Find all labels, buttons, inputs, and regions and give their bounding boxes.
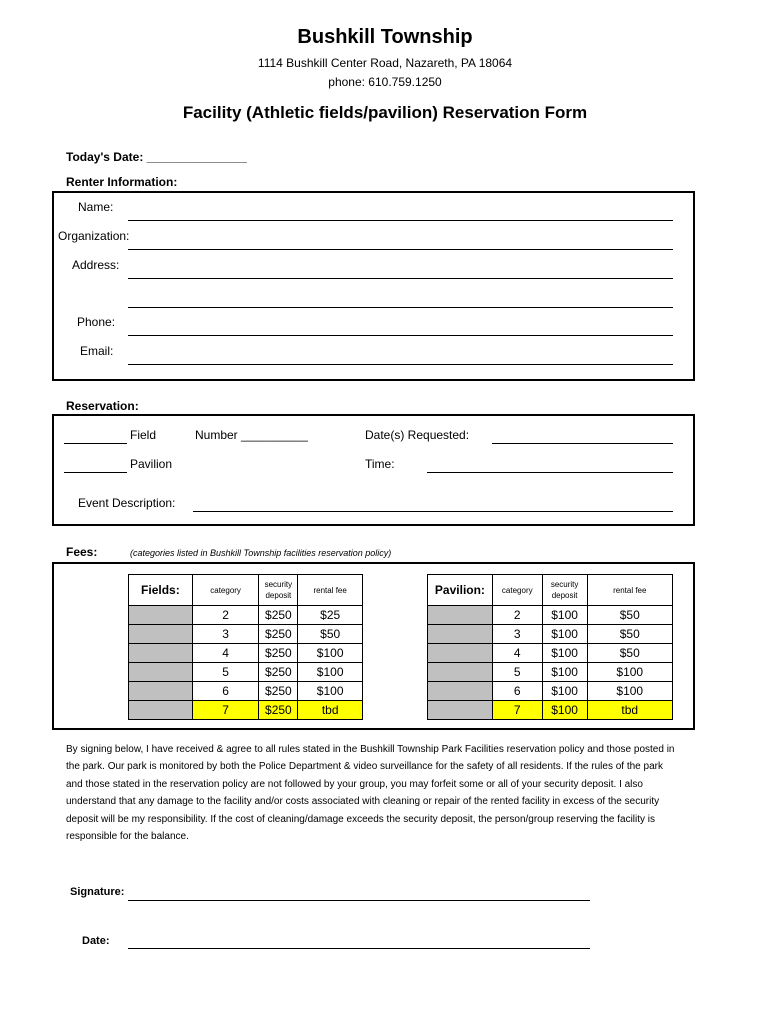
fields-fee-table [128,574,363,720]
organization-label: Organization: [58,229,130,243]
phone-field[interactable] [128,335,673,336]
pavilion-label: Pavilion [130,457,173,471]
table-row: 6 $250 $100 [129,682,363,701]
field-label: Field [130,428,157,442]
reservation-heading: Reservation: [66,399,139,413]
name-field[interactable] [128,220,673,221]
fees-heading: Fees: [66,545,98,559]
signature-field[interactable] [128,900,590,901]
dates-requested-label: Date(s) Requested: [365,428,470,442]
event-description-field[interactable] [193,511,673,512]
table-row: 3 $250 $50 [129,625,363,644]
date-label: Date: [82,935,110,947]
renter-info-heading: Renter Information: [66,175,178,189]
phone-label: Phone: [77,315,116,329]
table-row: 2 $250 $25 [129,606,363,625]
table-row: 5 $100 $100 [428,663,673,682]
form-title: Facility (Athletic fields/pavilion) Reservation Form [182,103,588,122]
address-field-line-2[interactable] [128,307,673,308]
fields-col-category: category [192,575,259,606]
fields-col-rental: rental fee [298,575,363,606]
pavilion-col-rental: rental fee [587,575,672,606]
fees-note: (categories listed in Bushkill Township facilities reservation policy) [130,548,392,558]
pavilion-blank[interactable] [64,472,127,473]
name-label: Name: [78,200,114,214]
organization-field[interactable] [128,249,673,250]
table-row: 2 $100 $50 [428,606,673,625]
table-row: 5 $250 $100 [129,663,363,682]
time-label: Time: [365,457,395,471]
org-address: 1114 Bushkill Center Road, Nazareth, PA 18064 [257,56,513,70]
fields-table-title: Fields: [129,575,193,606]
table-row: 4 $100 $50 [428,644,673,663]
table-row: 7 $250 tbd [129,701,363,720]
pavilion-col-category: category [492,575,542,606]
signature-label: Signature: [70,886,125,898]
address-field-line-1[interactable] [128,278,673,279]
field-blank[interactable] [64,443,127,444]
dates-requested-field[interactable] [492,443,673,444]
time-field[interactable] [427,472,673,473]
table-row: 4 $250 $100 [129,644,363,663]
table-row: 7 $100 tbd [428,701,673,720]
event-description-label: Event Description: [78,496,176,510]
fields-col-deposit: security deposit [259,575,298,606]
agreement-text: By signing below, I have received & agree to all rules stated in the Bushkill Township Park Facilities reservation policy and those posted in the park. Our park is monitored by both the Police Department & video surveillance for the safety of all residents. If the rules of the park and those stated in the reservation policy are not followed by your group, you may forfeit some or all of your security deposit. I also understand that any damage to the facility and/or costs associated with cleaning or repair of the rented facility in excess of the security deposit will be my responsibility. If the cost of cleaning/damage exceeds the security deposit, the person/group reserving the facility is responsible for the balance. [66,744,675,843]
todays-date-label: Today's Date: _______________ [66,150,247,164]
address-label: Address: [72,258,120,272]
table-row: 6 $100 $100 [428,682,673,701]
pavilion-col-deposit: security deposit [542,575,587,606]
email-label: Email: [80,344,114,358]
number-label: Number __________ [195,428,308,442]
pavilion-table-title: Pavilion: [428,575,493,606]
table-row: 3 $100 $50 [428,625,673,644]
date-field[interactable] [128,948,590,949]
org-phone: phone: 610.759.1250 [328,75,442,89]
email-field[interactable] [128,364,673,365]
org-title: Bushkill Township [297,26,473,48]
pavilion-fee-table [427,574,673,720]
